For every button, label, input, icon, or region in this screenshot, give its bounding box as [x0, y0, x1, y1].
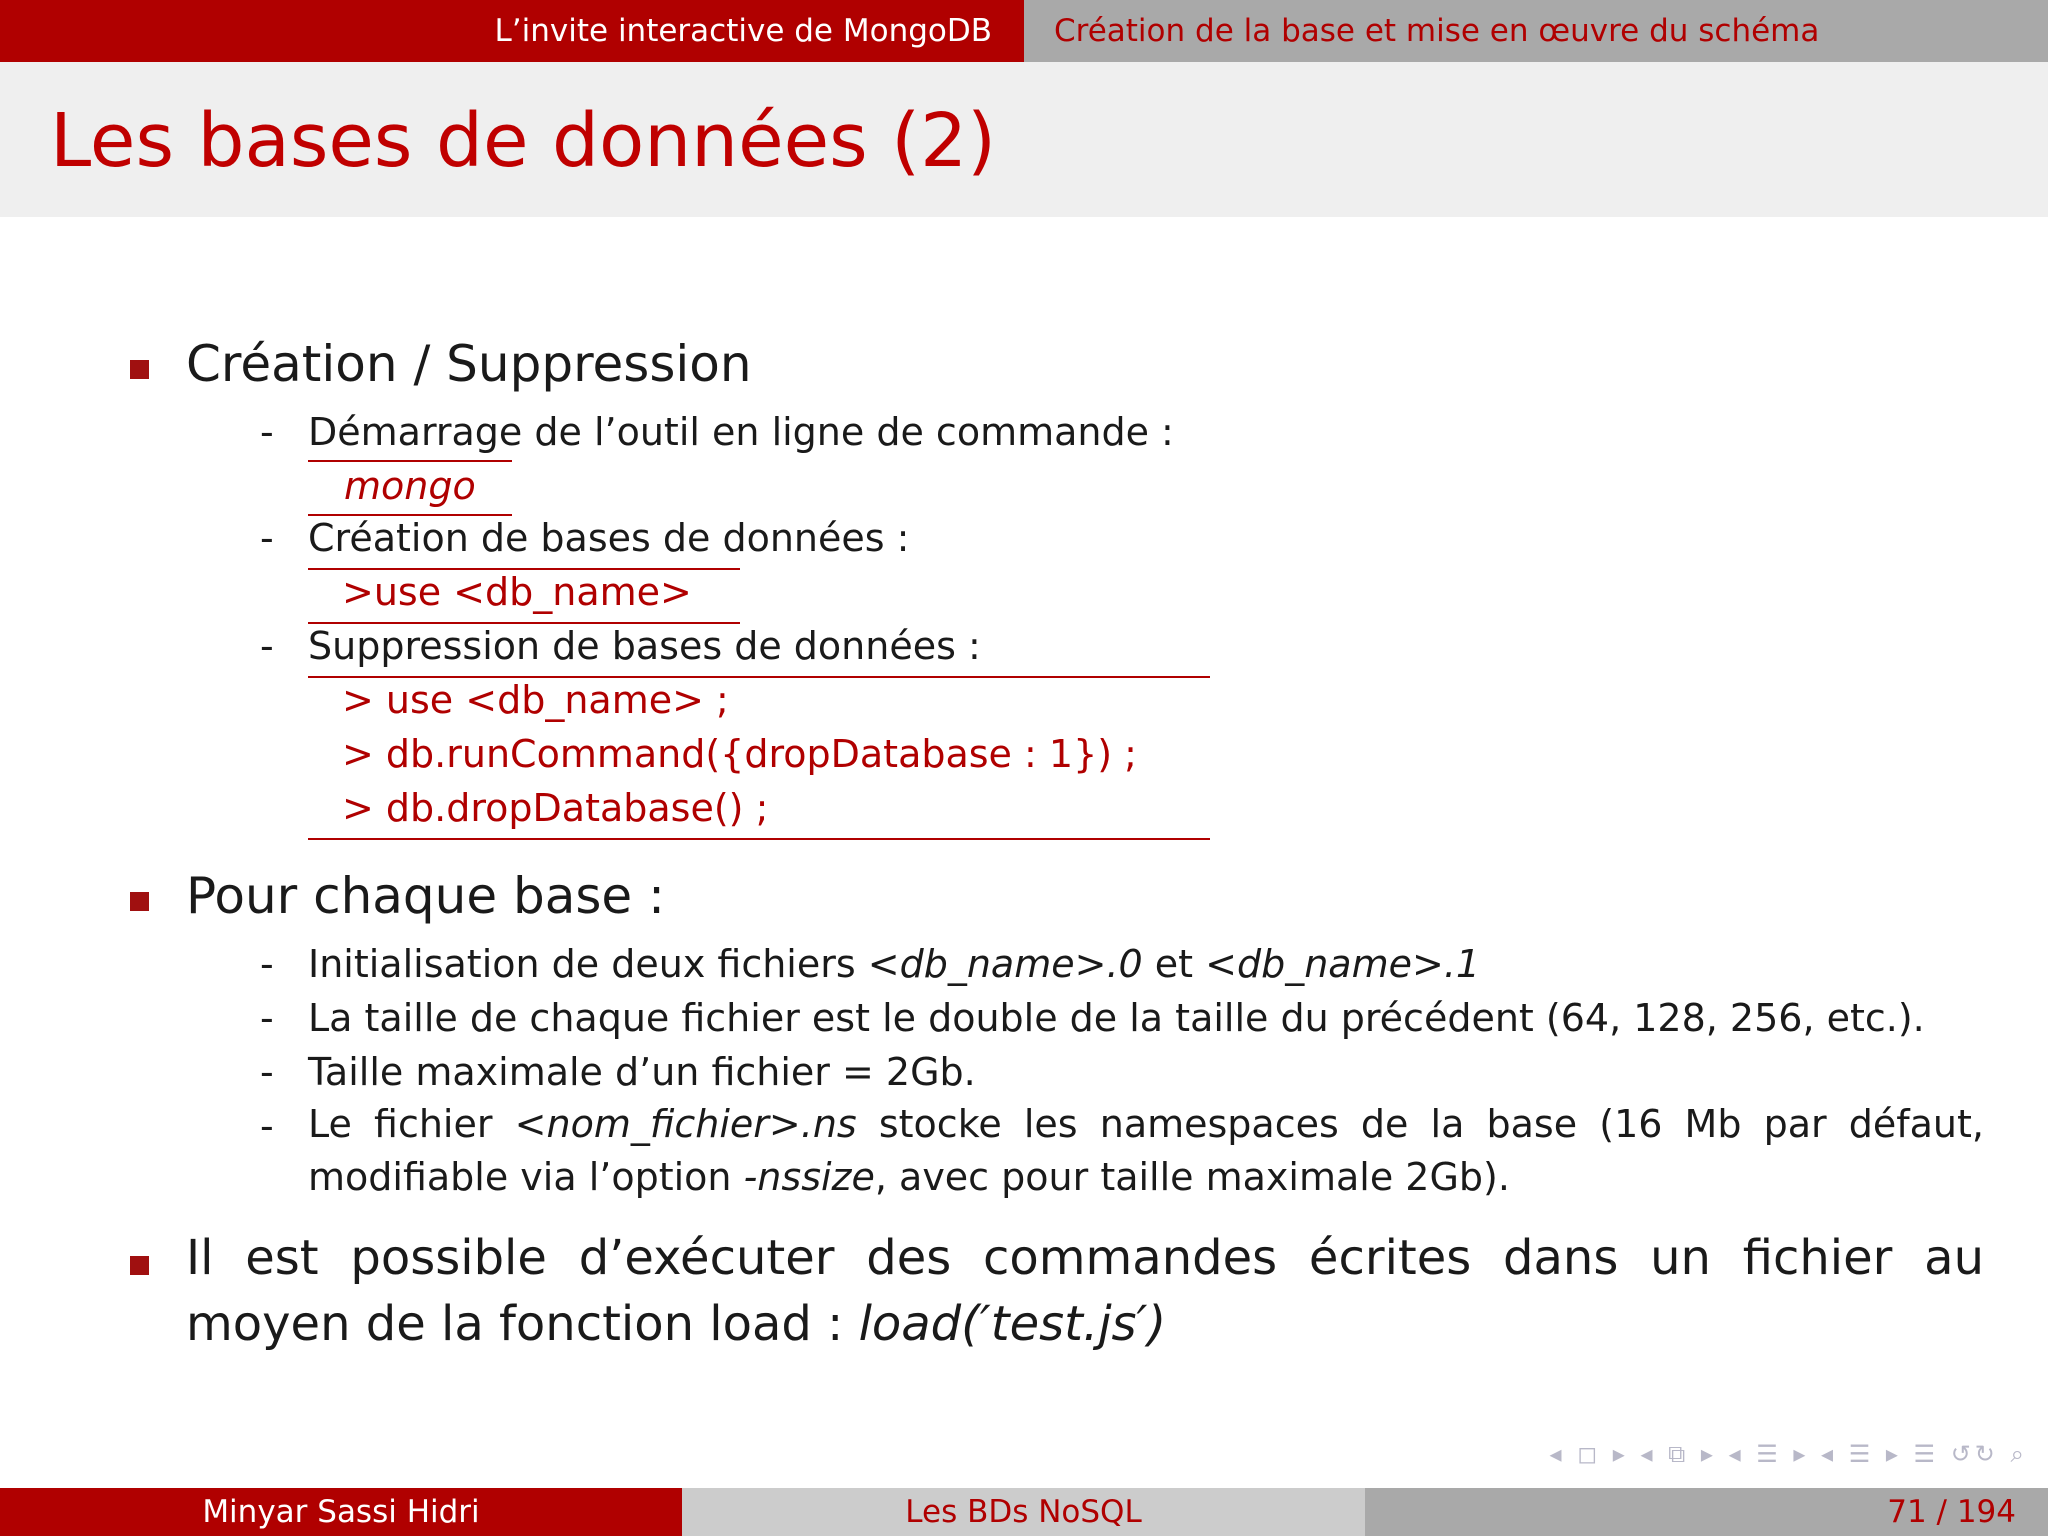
bullet-3-text: Il est possible d’exécuter des commandes écrites dans un fichier au moyen de la fonction load : load(′test.js′)	[186, 1230, 1984, 1352]
footer-course-title: Les BDs NoSQL	[682, 1488, 1365, 1536]
code-use-db: >use <db_name>	[342, 570, 692, 614]
bullet-1-text: Création / Suppression	[186, 335, 752, 393]
bullet-marker	[130, 892, 149, 911]
code-drop-line-1: > use <db_name> ;	[342, 678, 729, 722]
code-drop-line-2: > db.runCommand({dropDatabase : 1}) ;	[342, 732, 1137, 776]
navigation-symbols[interactable]: ◂ ◻ ▸ ◂ ⧉ ▸ ◂ ☰ ▸ ◂ ☰ ▸ ☰ ↺↻ ⌕	[1549, 1440, 2028, 1468]
section-link-current[interactable]: L’invite interactive de MongoDB	[0, 0, 1024, 62]
bullet-marker	[130, 360, 149, 379]
frame-title: Les bases de données (2)	[50, 98, 997, 184]
dash-marker: -	[260, 942, 274, 986]
dash-marker: -	[260, 624, 274, 668]
dash-marker: -	[260, 996, 274, 1040]
footer-author: Minyar Sassi Hidri	[0, 1488, 682, 1536]
item-2-3-text: Taille maximale d’un fichier = 2Gb.	[308, 1050, 976, 1094]
item-1-1-text: Démarrage de l’outil en ligne de commande :	[308, 410, 1174, 454]
code-box-rule	[308, 838, 1210, 840]
footer-page-number: 71 / 194	[1365, 1488, 2048, 1536]
dash-marker: -	[260, 1104, 274, 1148]
dash-marker: -	[260, 1050, 274, 1094]
item-2-1-text: Initialisation de deux fichiers <db_name>.0 et <db_name>.1	[308, 942, 1481, 986]
item-1-3-text: Suppression de bases de données :	[308, 624, 981, 668]
dash-marker: -	[260, 516, 274, 560]
footline	[0, 1488, 2048, 1536]
code-mongo: mongo	[344, 464, 476, 508]
item-1-2-text: Création de bases de données :	[308, 516, 910, 560]
section-link-subsection[interactable]: Création de la base et mise en œuvre du schéma	[1024, 0, 2048, 62]
item-2-2-text: La taille de chaque fichier est le double de la taille du précédent (64, 128, 256, etc.).	[308, 996, 1925, 1040]
code-drop-line-3: > db.dropDatabase() ;	[342, 786, 769, 830]
bullet-2-text: Pour chaque base :	[186, 867, 665, 925]
item-2-4-text: Le fichier <nom_fichier>.ns stocke les namespaces de la base (16 Mb par défaut, modifiable via l’option -nssize, avec pour taille maximale 2Gb).	[308, 1102, 1984, 1199]
bullet-marker	[130, 1256, 149, 1275]
code-box-rule	[308, 460, 512, 462]
dash-marker: -	[260, 410, 274, 454]
